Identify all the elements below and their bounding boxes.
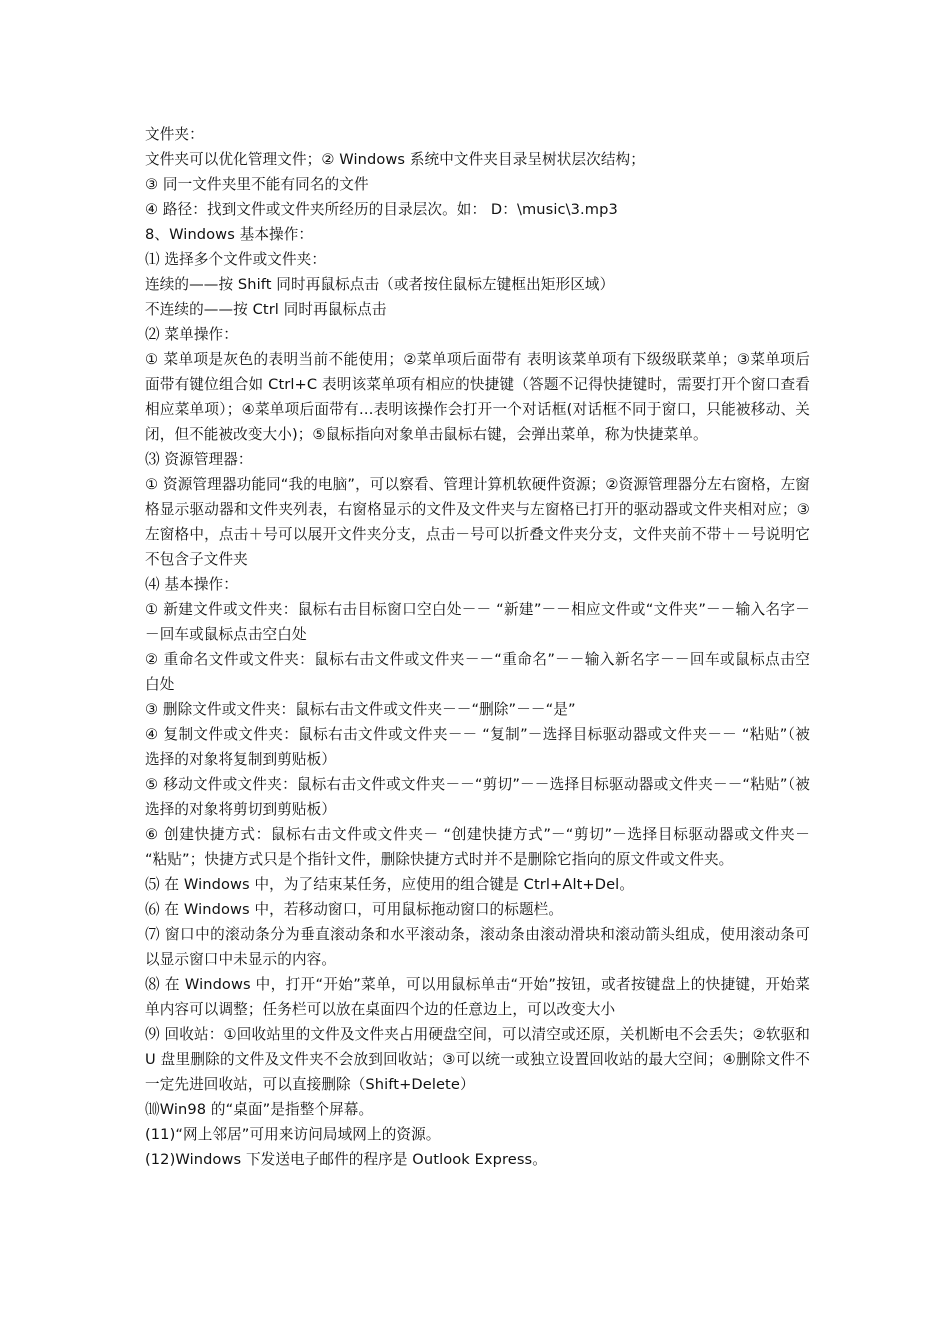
paragraph-end-task: ⑸ 在 Windows 中，为了结束某任务，应使用的组合键是 Ctrl+Alt+Del。 [145, 876, 635, 893]
paragraph-desktop: ⑽Win98 的“桌面”是指整个屏幕。 [145, 1101, 374, 1118]
paragraph-explorer-heading: ⑶ 资源管理器： [145, 451, 253, 468]
paragraph-move: ⑤ 移动文件或文件夹：鼠标右击文件或文件夹－－“剪切”－－选择目标驱动器或文件夹－－“粘贴”（被选择的对象将剪切到剪贴板） [145, 776, 810, 818]
paragraph-email-program: (12)Windows 下发送电子邮件的程序是 Outlook Express。 [145, 1151, 547, 1168]
paragraph-scrollbars: ⑺ 窗口中的滚动条分为垂直滚动条和水平滚动条，滚动条由滚动滑块和滚动箭头组成，使用滚动条可以显示窗口中未显示的内容。 [145, 926, 810, 968]
paragraph-explorer-details: ① 资源管理器功能同“我的电脑”，可以察看、管理计算机软硬件资源；②资源管理器分左右窗格，左窗格显示驱动器和文件夹列表，右窗格显示的文件及文件夹与左窗格已打开的驱动器或文件夹相对应；③左窗格中，点击＋号可以展开文件夹分支，点击－号可以折叠文件夹分支，文件夹前不带＋－号说明它不包含子文件夹 [145, 476, 810, 568]
section-heading-basic-ops: 8、Windows 基本操作： [145, 226, 314, 243]
paragraph-select-contiguous: 连续的——按 Shift 同时再鼠标点击（或者按住鼠标左键框出矩形区域） [145, 276, 615, 293]
paragraph-new-file: ① 新建文件或文件夹：鼠标右击目标窗口空白处－－ “新建”－－相应文件或“文件夹”－－输入名字－－回车或鼠标点击空白处 [145, 601, 810, 643]
paragraph-select-multiple: ⑴ 选择多个文件或文件夹： [145, 251, 327, 268]
paragraph-menu-heading: ⑵ 菜单操作： [145, 326, 238, 343]
document-body [145, 122, 810, 1172]
paragraph-basic-ops-heading: ⑷ 基本操作： [145, 576, 238, 593]
paragraph-network-neighborhood: (11)“网上邻居”可用来访问局域网上的资源。 [145, 1126, 441, 1143]
paragraph-copy: ④ 复制文件或文件夹：鼠标右击文件或文件夹－－ “复制”－选择目标驱动器或文件夹－－ “粘贴”（被选择的对象将复制到剪贴板） [145, 726, 810, 768]
paragraph-select-noncontiguous: 不连续的——按 Ctrl 同时再鼠标点击 [145, 301, 387, 318]
paragraph-move-window: ⑹ 在 Windows 中，若移动窗口，可用鼠标拖动窗口的标题栏。 [145, 901, 564, 918]
paragraph-start-menu: ⑻ 在 Windows 中，打开“开始”菜单，可以用鼠标单击“开始”按钮，或者按键盘上的快捷键，开始菜单内容可以调整；任务栏可以放在桌面四个边的任意边上，可以改变大小 [145, 976, 810, 1018]
paragraph-path: ④ 路径：找到文件或文件夹所经历的目录层次。如： D：\music\3.mp3 [145, 201, 618, 218]
paragraph-folder-heading: 文件夹： [145, 126, 204, 143]
paragraph-delete: ③ 删除文件或文件夹：鼠标右击文件或文件夹－－“删除”－－“是” [145, 701, 576, 718]
paragraph-recycle-bin: ⑼ 回收站：①回收站里的文件及文件夹占用硬盘空间，可以清空或还原，关机断电不会丢失；②软驱和 U 盘里删除的文件及文件夹不会放到回收站；③可以统一或独立设置回收站的最大空间；④删除文件不一定先进回收站，可以直接删除（Shift+Delete） [145, 1026, 810, 1093]
paragraph-folder-structure: 文件夹可以优化管理文件；② Windows 系统中文件夹目录呈树状层次结构； [145, 151, 645, 168]
paragraph-rename: ② 重命名文件或文件夹：鼠标右击文件或文件夹－－“重命名”－－输入新名字－－回车或鼠标点击空白处 [145, 651, 810, 693]
paragraph-shortcut: ⑥ 创建快捷方式：鼠标右击文件或文件夹－ “创建快捷方式”－“剪切”－选择目标驱动器或文件夹－ “粘贴”；快捷方式只是个指针文件，删除快捷方式时并不是删除它指向的原文件或文件夹。 [145, 826, 810, 868]
paragraph-unique-names: ③ 同一文件夹里不能有同名的文件 [145, 176, 369, 193]
paragraph-menu-details: ① 菜单项是灰色的表明当前不能使用；②菜单项后面带有 表明该菜单项有下级级联菜单；③菜单项后面带有键位组合如 Ctrl+C 表明该菜单项有相应的快捷键（答题不记得快捷键时，需要打开个窗口查看相应菜单项）；④菜单项后面带有…表明该操作会打开一个对话框(对话框不同于窗口，只能被移动、关闭，但不能被改变大小)；⑤鼠标指向对象单击鼠标右键，会弹出菜单，称为快捷菜单。 [145, 351, 810, 443]
